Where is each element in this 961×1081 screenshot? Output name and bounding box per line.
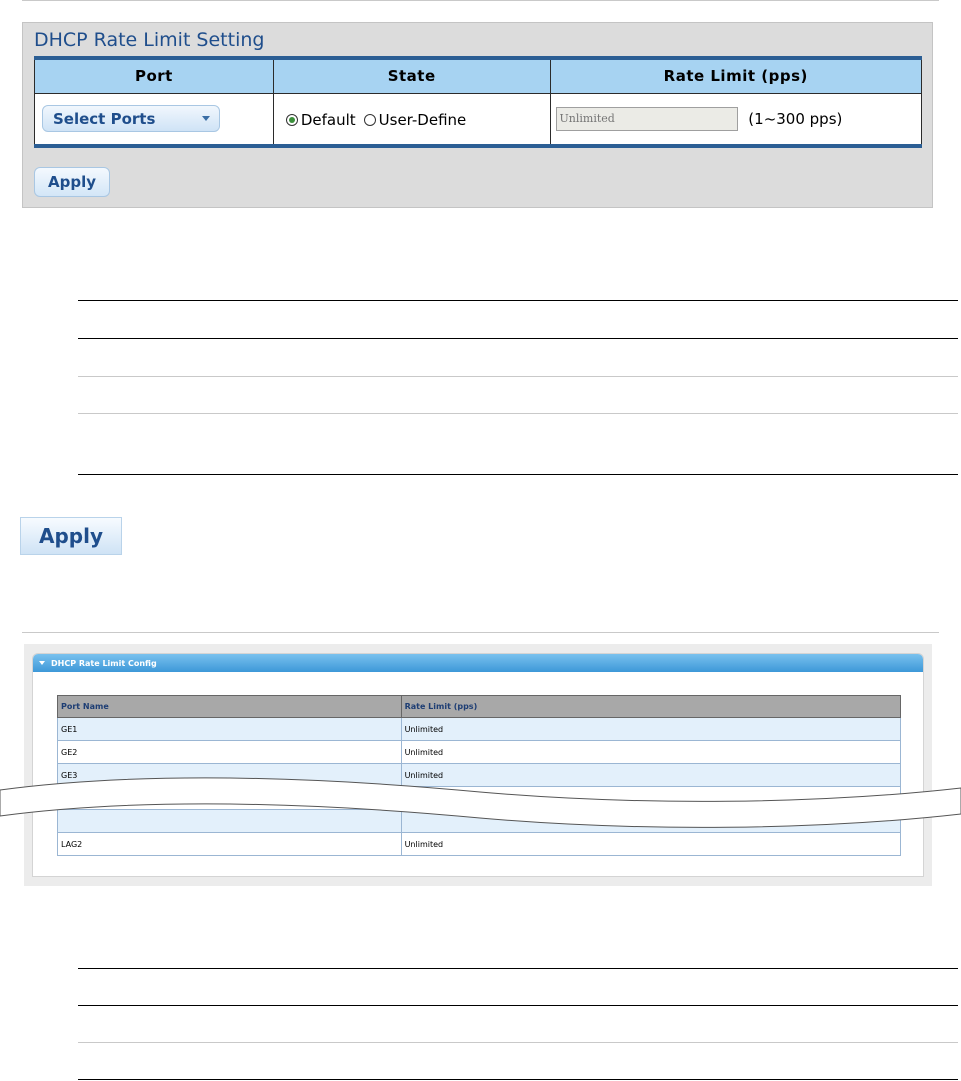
section-divider (22, 632, 939, 633)
bottom-table-row-rule (78, 1042, 958, 1043)
port-header: Port (35, 58, 274, 93)
select-ports-dropdown[interactable] (42, 105, 220, 132)
state-default-label[interactable]: Default (300, 110, 356, 129)
apply-button[interactable]: Apply (34, 167, 110, 197)
table-row (58, 741, 901, 764)
state-radio-group (286, 111, 474, 129)
state-user-define-radio[interactable] (364, 114, 376, 126)
desc-table-row-rule (78, 376, 958, 377)
bottom-table-top-rule (78, 968, 958, 969)
apply-button-large[interactable]: Apply (20, 517, 122, 555)
setting-title: DHCP Rate Limit Setting (34, 29, 265, 51)
rate-cell: Unlimited (401, 718, 900, 741)
rate-cell: Unlimited (401, 764, 900, 787)
desc-table-bottom-rule (78, 474, 958, 475)
bottom-table-bottom-rule (78, 1079, 958, 1080)
state-user-define-label[interactable]: User-Define (378, 110, 467, 129)
rate-cell: Unlimited (401, 741, 900, 764)
port-name-header: Port Name (58, 696, 402, 718)
setting-table (34, 56, 922, 148)
state-header: State (273, 58, 550, 93)
port-name-cell: GE3 (58, 764, 402, 787)
desc-table-top-rule (78, 300, 958, 301)
port-cell (35, 93, 274, 146)
config-box (32, 653, 924, 877)
collapse-triangle-icon (39, 661, 45, 665)
rate-limit-header: Rate Limit (pps) (550, 58, 921, 93)
desc-table-row-rule (78, 413, 958, 414)
rate-limit-setting-panel (22, 22, 933, 208)
state-cell (273, 93, 550, 146)
top-divider (22, 0, 939, 1)
radio-selected-dot-icon (289, 117, 295, 123)
rate-limit-input[interactable] (556, 107, 738, 131)
rate-cell: Unlimited (401, 833, 900, 856)
config-title: DHCP Rate Limit Config (51, 658, 157, 668)
wave-break-shape (0, 778, 961, 827)
bottom-table-header-rule (78, 1005, 958, 1006)
port-name-cell: LAG2 (58, 833, 402, 856)
omitted-rows-break (0, 768, 961, 834)
config-rate-header: Rate Limit (pps) (401, 696, 900, 718)
rate-limit-config-panel (24, 644, 932, 886)
rate-limit-cell (550, 93, 921, 146)
desc-table-header-rule (78, 338, 958, 339)
config-header[interactable] (33, 654, 923, 672)
chevron-down-icon (202, 116, 210, 121)
rate-range-hint: (1~300 pps) (748, 109, 843, 128)
table-row (58, 718, 901, 741)
table-row (58, 833, 901, 856)
port-name-cell: GE1 (58, 718, 402, 741)
port-name-cell: GE2 (58, 741, 402, 764)
select-ports-label: Select Ports (53, 109, 156, 128)
state-default-radio[interactable] (286, 114, 298, 126)
